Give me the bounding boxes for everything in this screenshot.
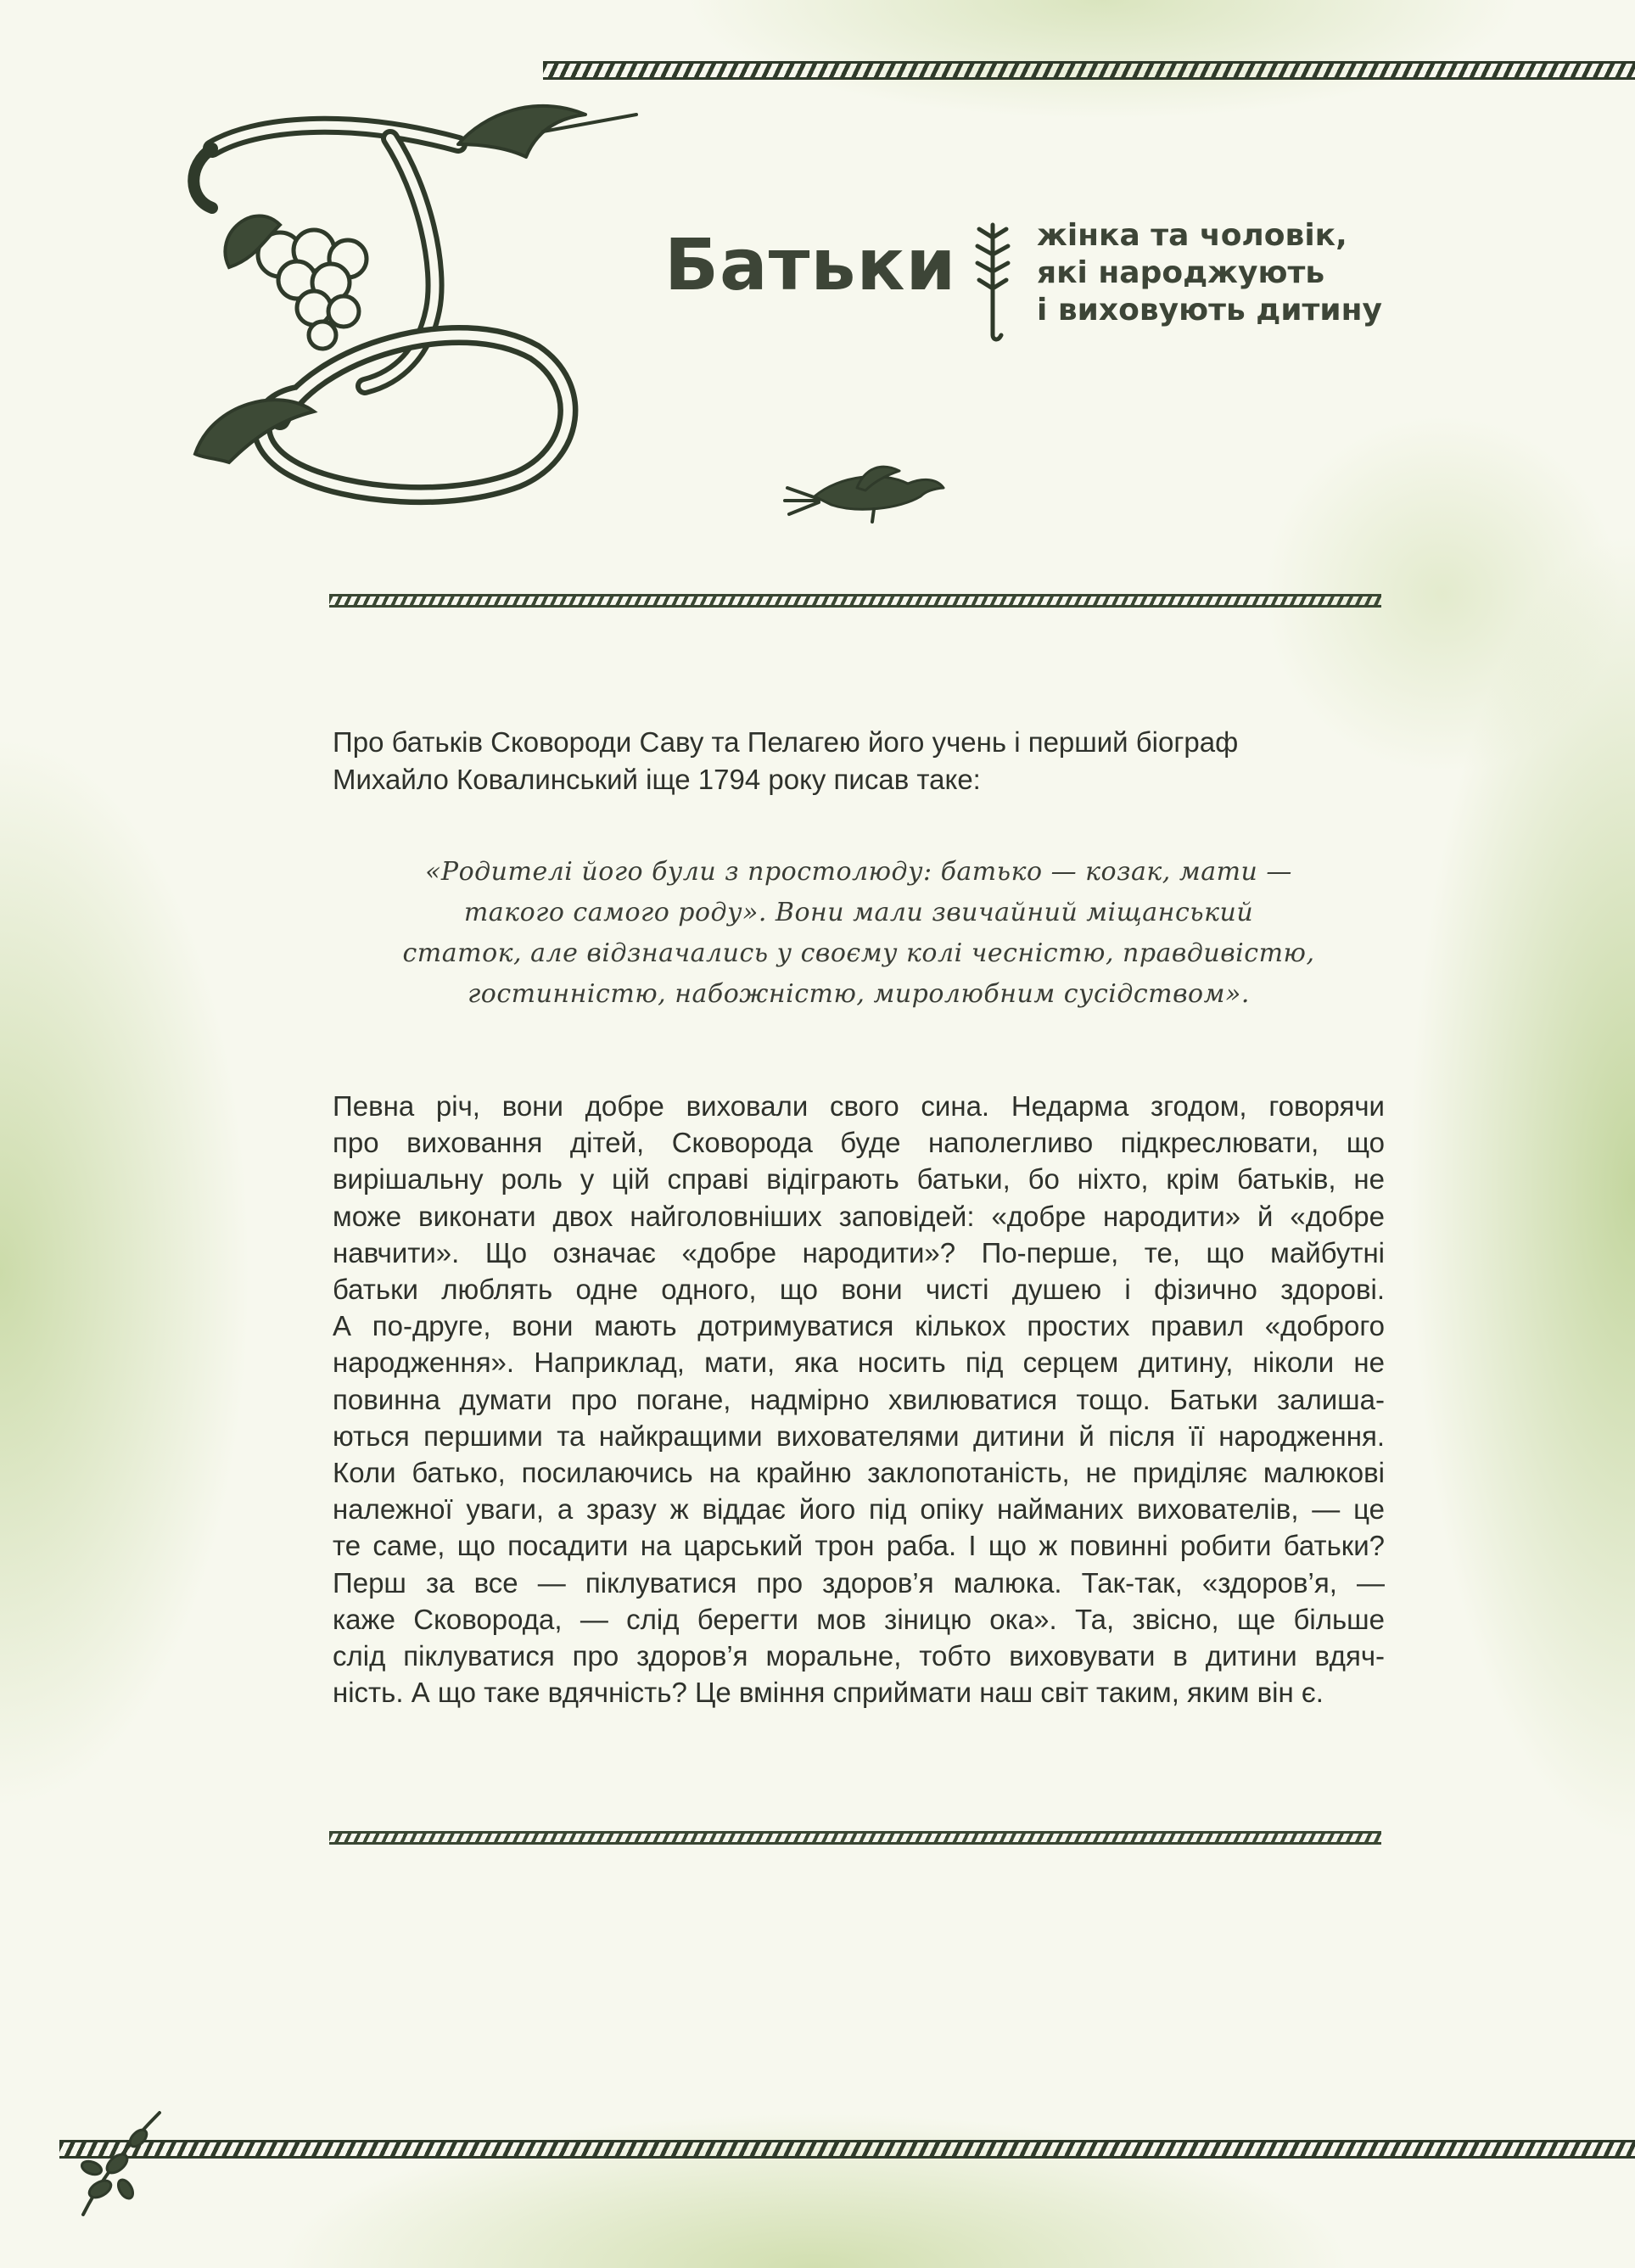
quote-line: «Родителі його були з простолюду: батько — козак, мати — [425, 857, 1292, 887]
footer-divider [329, 1831, 1381, 1845]
leaf-sprig-icon [66, 2096, 176, 2223]
page-subtitle [1037, 217, 1427, 329]
body-line: вирішальну роль у цій справі відіграють батьки, бо ніхто, крім батьків, не [333, 1163, 1385, 1196]
body-line: належної уваги, а зразу ж віддає його під опіку найманих вихователів, — це [333, 1493, 1385, 1526]
body-line: батьки люблять одне одного, що вони чисті душею і фізично здорові. [333, 1274, 1385, 1306]
subtitle-line: і виховують дитину [1037, 293, 1382, 328]
intro-paragraph [333, 724, 1385, 798]
body-line: навчити». Що означає «добре народити»? По-перше, те, що майбутні [333, 1236, 1385, 1268]
body-line: Коли батько, посилаючись на крайню заклопотаність, не приділяє малюкові [333, 1457, 1385, 1489]
bird-icon [781, 458, 950, 526]
quote-line: гостинністю, набожністю, миролюбним сусідством». [468, 979, 1250, 1009]
body-line: слід піклуватися про здоров’я моральне, тобто виховувати в дитини вдяч- [333, 1640, 1385, 1672]
quote-line: такого самого роду». Вони мали звичайний міщанський [463, 898, 1254, 927]
body-line: народження». Наприклад, мати, яка носить під серцем дитину, ніколи не [333, 1347, 1385, 1379]
page-title: Батьки [664, 223, 957, 306]
header-divider [329, 594, 1381, 608]
body-line: ються першими та найкращими вихователями дитини й після її народження. [333, 1420, 1385, 1452]
body-line: про виховання дітей, Сковорода буде наполегливо підкреслювати, що [333, 1127, 1385, 1159]
wheat-ear-icon [967, 216, 1018, 344]
subtitle-line: жінка та чоловік, [1037, 218, 1347, 253]
body-line: Певна річ, вони добре виховали свого сина. Недарма згодом, говорячи [333, 1090, 1385, 1122]
body-line: може виконати двох найголовніших заповідей: «добре народити» й «добре [333, 1200, 1385, 1232]
body-line: каже Сковорода, — слід берегти мов зіницю ока». Та, звісно, ще більше [333, 1603, 1385, 1635]
body-line: А по-друге, вони мають дотримуватися кількох простих правил «доброго [333, 1310, 1385, 1342]
bottom-rope-border [59, 2140, 1635, 2159]
intro-line: Михайло Ковалинський іще 1794 року писав таке: [333, 764, 981, 795]
subtitle-line: які народжують [1037, 255, 1325, 290]
body-line: ність. А що таке вдячність? Це вміння сприймати наш світ таким, яким він є. [333, 1677, 1324, 1709]
quote-block [333, 852, 1385, 1015]
intro-line: Про батьків Сковороди Саву та Пелагею його учень і перший біограф [333, 726, 1239, 758]
body-line: Перш за все — піклуватися про здоров’я малюка. Так-так, «здоров’я, — [333, 1566, 1385, 1599]
body-line: те саме, що посадити на царський трон раба. І що ж повинні робити батьки? [333, 1530, 1385, 1562]
top-rope-border [543, 61, 1635, 80]
quote-line: статок, але відзначались у своєму колі чесністю, правдивістю, [402, 938, 1315, 968]
body-paragraph [333, 1088, 1385, 1711]
body-line: повинна думати про погане, надмірно хвилюватися тощо. Батьки залиша- [333, 1383, 1385, 1415]
ornamental-letter-b-icon [178, 98, 653, 522]
